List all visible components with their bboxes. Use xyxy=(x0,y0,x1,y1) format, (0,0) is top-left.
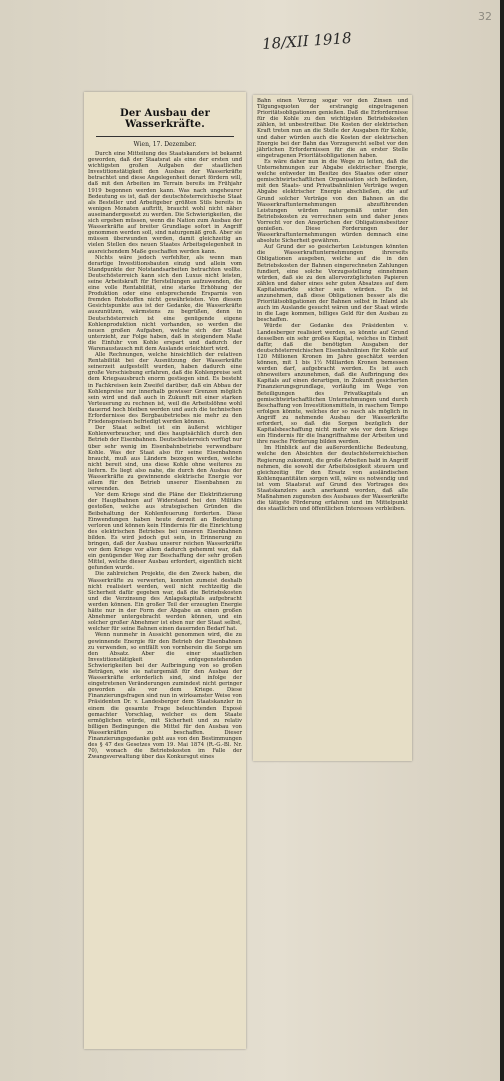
article-dateline: Wien, 17. Dezember. xyxy=(133,141,197,148)
paragraph: Durch eine Mitteilung des Staatskanzlers ist bekannt geworden, daß der Staatsrat als eine der ersten und wichtigsten großen Aufgaben der staatlichen Investitionstätigkeit den Ausbau der Wasserkräfte betrachtet und diese Angelegenheit derart fördern will, daß mit den Arbeiten im Terrain bereits im Frühjahr 1919 begonnen werden kann. Was nach ungeheurer Bedeutung es ist, daß der deutschösterreichische Staat als Besteller und Arbeitgeber größten Stils bereits in wenigen Monaten auftritt, braucht wohl nicht näher auseinandergesetzt zu werden. Die Schwierigkeiten, die sich ergeben müssen, wenn die Nation zum Ausbau der Wasserkräfte auf breiter Grundlage sofort in Angriff genommen werden soll, sind naturgemäß groß. Aber sie müssen überwunden werden, damit gleichzeitig an vielen Stellen des neuen Staates Arbeitsgelegenheit in ausreichendem Maße geschaffen werden kann. xyxy=(88,151,242,255)
paragraph: Auf Grund der so gesicherten Leistungen könnten die Wasserkraftunternehmungen ihrerseits Obligationen ausgeben, welche auf die in den Betriebskosten der Bahnen eingerechneten Zahlungen fundiert, eine solche Vorzugsstellung einnehmen würden, daß sie zu den allervorzüglichsten Papieren zählen und daher eines sehr guten Absatzes auf dem Kapitalsmarkte sicher sein würden. Es ist anzunehmen, daß diese Obligationen besser als die Prioritätsobligationen der Bahnen selbst in Inland als auch im Auslande gesucht wären und der Staat würde in die Lage kommen, billiges Geld für den Ausbau zu beschaffen. xyxy=(257,244,408,324)
paragraph: Wenn nunmehr in Aussicht genommen wird, die zu gewinnende Energie für den Betrieb der Eisenbahnen zu verwenden, so entfällt von vornherein die Sorge um den Absatz. Aber die einer staatlichen Investitionstätigkeit entgegenstehenden Schwierigkeiten bei der Aufbringung von so großen Beträgen, wie sie naturgemäß für den Ausbau der Wasserkräfte erforderlich sind, sind infolge der eingetretenen Veränderungen zumindest nicht geringer geworden als vor dem Kriege. Diese Finanzierungsfragen sind nun in wirksamster Weise von Präsidenten Dr. v. Landesberger dem Staatskanzler in einem die gesamte Frage beleuchtenden Exposé gemachter Vorschlag, welcher es dem Staate ermöglichen würde, mit Sicherheit und zu relativ billigen Bedingungen die Mittel für den Ausbau von Wasserkräften zu beschaffen. Dieser Finanzierungsgedanke geht aus von den Bestimmungen des § 47 des Gesetzes vom 19. Mai 1874 (R.-G.-Bl. Nr. 70), wonach die Betriebskosten im Falle der Zwangsverwaltung über das Konkursgut eines xyxy=(88,632,242,761)
right-column-text xyxy=(253,95,412,512)
board-edge-shadow xyxy=(500,0,504,1081)
paragraph: Alle Rechnungen, welche hinsichtlich der relativen Rentabilität bei der Ausnützung der Wasserkräfte seinerzeit aufgestellt wurden, haben dadurch eine große Verschiebung erfahren, daß die Kohlenpreise seit dem Kriegsausbruch enorm gestiegen sind. Es besteht in Fachkreisen kein Zweifel darüber, daß ein Abbau der Kohlenpreise nur innerhalb gewisser Grenzen möglich sein wird und daß auch in Zukunft mit einer starken Verteuerung zu rechnen ist, weil die Arbeitslöhne wohl dauernd hoch bleiben werden und auch die technischen Erfordernisse des Bergbaubetriebes nie mehr zu den Friedenspreisen befriedigt werden können. xyxy=(88,352,242,426)
newspaper-clipping-right-column xyxy=(253,95,412,761)
handwritten-date: 18/XII 1918 xyxy=(261,28,353,54)
sheet-number: 32 xyxy=(478,10,492,23)
paragraph: Bahn einen Vorzug sogar vor den Zinsen und Tilgungsquoten der erstrangig eingetragenen Prioritätsobligationen genießen. Daß die Erfordernisse für die Kohle zu den wichtigsten Betriebskosten zählen, ist unbestreitbar. Die Kosten der elektrischen Kraft treten nun an die Stelle der Ausgaben für Kohle, und daher würden auch die Kosten der elektrischen Energie bei der Bahn das Vorzugsrecht selbst vor den jährlichen Erfordernissen für die an erster Stelle eingetragenen Prioritätsobligationen haben. xyxy=(257,98,408,159)
paragraph: Im Hinblick auf die außerordentliche Bedeutung, welche den Absichten der deutschösterreichischen Regierung zukommt, die große Arbeiten bald in Angriff nehmen, die sowohl der Arbeitslosigkeit steuern und gleichzeitig für den Ersatz von ausländischen Kohlenquantitäten sorgen will, wäre es notwendig und ist vom Staatsrat auf Grund des Vortrages des Staatskanzlers auch anerkannt worden, daß alle Maßnahmen zugunsten des Ausbaues der Wasserkräfte die tätigste Förderung erfahren und im Mittelpunkt des staatlichen und öffentlichen Interesses verbleiben. xyxy=(257,445,408,513)
paragraph: Die zahlreichen Projekte, die den Zweck haben, die Wasserkräfte zu verwerten, konnten zumeist deshalb nicht realisiert werden, weil nicht rechtzeitig die Sicherheit dafür gegeben war, daß die Betriebskosten und die Verzinsung des Anlagekapitals aufgebracht werden können. Ein großer Teil der erzeugten Energie hätte nur in der Form der Abgabe an einen großen Abnehmer untergebracht werden können, und ein solcher großer Abnehmer ist eben nur der Staat selbst, welcher für seine Bahnen einen dauernden Bedarf hat. xyxy=(88,571,242,633)
headline-rule xyxy=(96,136,234,137)
paragraph: Es wäre daher nun in die Wege zu leiten, daß die Unternehmungen zur Abgabe elektrischer Energie, welche entweder im Besitze des Staates oder einer gemischtwirtschaftlichen Organisation sich befänden, mit den Staats- und Privatbahnlinien Verträge wegen Abgabe elektrischer Energie abschließen, die auf Grund solcher Verträge von den Bahnen an die Wasserkraftunternehmungen abzuführenden Leistungen würden naturgemäß unter den Betriebskosten zu verrechnen sein und daher jenes Vorrecht vor den Ansprüchen der Obligationsbesitzer genießen. Diese Forderungen der Wasserkraftunternehmungen würden demnach eine absolute Sicherheit gewähren. xyxy=(257,158,408,245)
paragraph: Der Staat selbst ist ein äußerst wichtiger Kohlenverbraucher, und dies hauptsächlich durch den Betrieb der Eisenbahnen. Deutschösterreich verfügt nur über sehr wenig im Eisenbahnbetriebe verwendbare Kohle. Was der Staat also für seine Eisenbahnen braucht, muß aus Ländern bezogen werden, welche nicht bereit sind, uns diese Kohle ohne weiteres zu liefern. Es liegt also nahe, die durch den Ausbau der Wasserkräfte zu gewinnende elektrische Energie vor allem für den Betrieb unserer Eisenbahnen zu verwenden. xyxy=(88,425,242,493)
article-headline: Der Ausbau der Wasserkräfte. xyxy=(119,108,211,130)
left-column-text xyxy=(84,151,246,760)
paragraph: Würde der Gedanke des Präsidenten v. Landesberger realisiert werden, so könnte auf Grund desselben ein sehr großes Kapital, welches in Einheit dafür, daß die benötigten Ausgaben der deutschösterreichischen Eisenbahnlinien für Kohle auf 120 Millionen Kronen im Jahre geschätzt werden können, mit 1 bis 1½ Milliarden Kronen bemessen werden darf, aufgebracht werden. Es ist auch ohneweiters anzunehmen, daß die Aufbringung des Kapitals auf einen derartigen, in Zukunft gesicherten Finanzierungsgrundlage, vorläufig im Wege von Beteiligungen des Privatkapitals an gemischtwirtschaftlichen Unternehmungen und durch Beschaffung von Investitionsmitteln, in raschem Tempo erfolgen könnte, welches der so rasch als möglich in Angriff zu nehmende Ausbau der Wasserkräfte erfordert, so daß die Sorgen bezüglich der Kapitalsbeschaffung nicht mehr wie vor dem Kriege ein Hindernis für die Inangriffnahme der Arbeiten und ihre rasche Förderung bilden werden. xyxy=(257,323,408,446)
paragraph: Vor dem Kriege sind die Pläne der Elektrifizierung der Hauptbahnen auf Widerstand bei den Militärs gestoßen, welche aus strategischen Gründen die Beibehaltung der Kohlenfeuerung forderten. Diese Einwendungen haben heute derzeit an Bedeutung verloren und können kein Hindernis für die Einrichtung des elektrischen Betriebes bei unseren Eisenbahnen bilden. Es wird jedoch gut sein, in Erinnerung zu bringen, daß der Ausbau unserer reichen Wasserkräfte vor dem Kriege vor allem dadurch gehemmt war, daß ein genügender Weg zur Beschaffung der sehr großen Mittel, welche dieser Ausbau erfordert, eigentlich nicht gefunden wurde. xyxy=(88,492,242,572)
paragraph: Nichts wäre jedoch verfehlter, als wenn man derartige Investitionsbauten einzig und allein vom Standpunkte der Notstandsarbeiten betrachten wollte. Deutschösterreich kann sich den Luxus nicht leisten, seine Arbeitskraft für Herstellungen aufzuwenden, die eine volle Rentabilität, eine starke Erhöhung der Produktion oder eine entsprechende Ersparnis von fremden Rohstoffen nicht gewährleisten. Von diesem Gesichtspunkte aus ist der Gedanke, die Wasserkräfte auszunützen, wärmstens zu begrüßen, denn in Deutschösterreich ist eine genügende eigene Kohlenproduktion nicht vorhanden, so werden die neuen großen Aufgaben, welche sich der Staat unterzieht, zur Folge haben, daß in steigendem Maße die Einfuhr von Kohle erspart und dadurch der Warenaustausch mit dem Auslande erleichtert wird. xyxy=(88,254,242,352)
newspaper-clipping-left-column xyxy=(84,92,246,1049)
